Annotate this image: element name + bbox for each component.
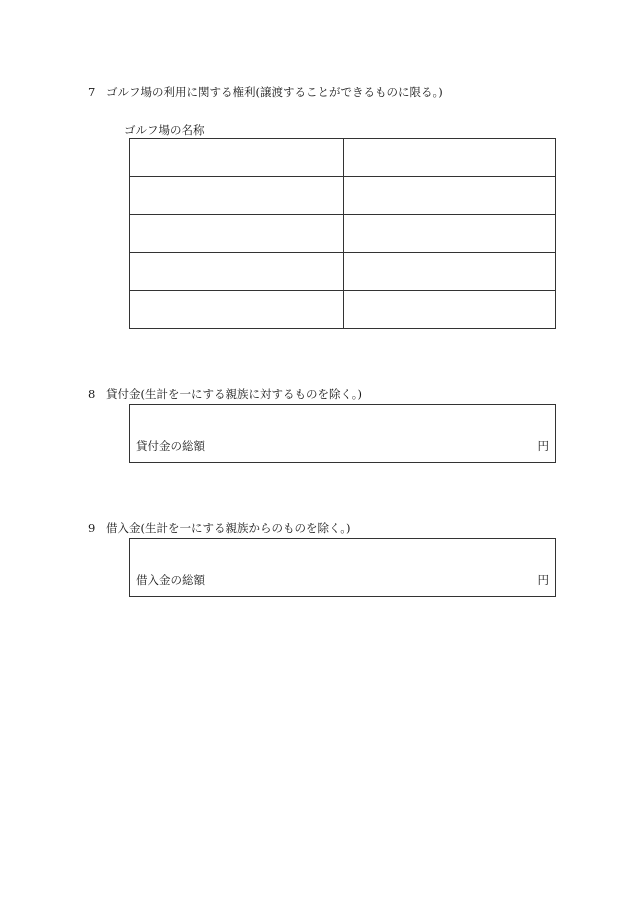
section-9-number: 9	[88, 521, 96, 535]
golf-course-name-cell[interactable]	[130, 291, 344, 329]
section-7-title: ゴルフ場の利用に関する権利(譲渡することができるものに限る。)	[106, 85, 443, 99]
golf-course-detail-cell[interactable]	[344, 177, 556, 215]
section-8-number: 8	[88, 387, 96, 401]
section-8-title: 貸付金(生計を一にする親族に対するものを除く。)	[106, 387, 362, 401]
golf-course-detail-cell[interactable]	[344, 291, 556, 329]
borrowings-yen-unit: 円	[537, 573, 549, 587]
borrowings-total-label: 借入金の総額	[136, 573, 205, 587]
golf-course-name-label: ゴルフ場の名称	[124, 123, 205, 137]
section-9-title: 借入金(生計を一にする親族からのものを除く。)	[106, 521, 351, 535]
loans-receivable-yen-unit: 円	[537, 439, 549, 453]
golf-course-name-cell[interactable]	[130, 215, 344, 253]
golf-table-row	[130, 215, 556, 253]
golf-course-table	[129, 138, 556, 329]
section-8-heading	[88, 387, 362, 401]
section-7-number: 7	[88, 85, 96, 99]
golf-course-name-cell[interactable]	[130, 253, 344, 291]
golf-course-detail-cell[interactable]	[344, 215, 556, 253]
loans-receivable-box	[129, 404, 556, 463]
section-9-heading	[88, 521, 351, 535]
golf-table-row	[130, 139, 556, 177]
golf-table-row	[130, 177, 556, 215]
section-7-heading	[88, 85, 443, 99]
loans-receivable-total-label: 貸付金の総額	[136, 439, 205, 453]
golf-course-detail-cell[interactable]	[344, 139, 556, 177]
golf-table-row	[130, 253, 556, 291]
golf-course-name-cell[interactable]	[130, 139, 344, 177]
golf-course-detail-cell[interactable]	[344, 253, 556, 291]
borrowings-box	[129, 538, 556, 597]
golf-course-name-cell[interactable]	[130, 177, 344, 215]
golf-table-row	[130, 291, 556, 329]
